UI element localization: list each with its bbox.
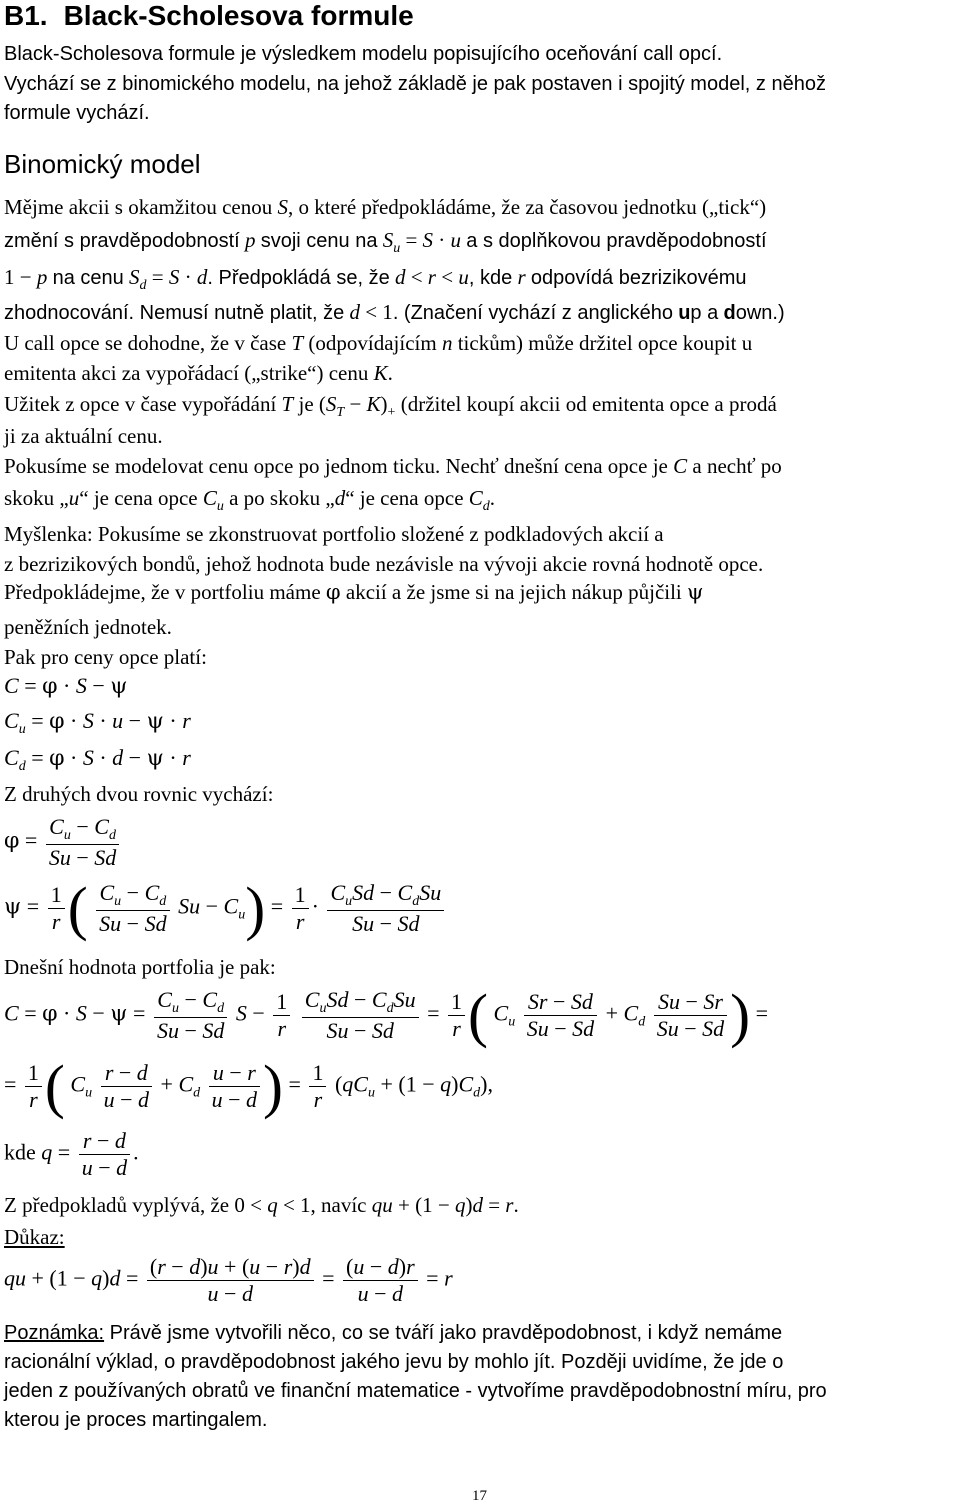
note-line: Poznámka: Právě jsme vytvořili něco, co se tváří jako pravděpodobnost, i když nemáme (4, 1322, 783, 1344)
paragraph-line: Pokusíme se modelovat cenu opce po jednom ticku. Nechť dnešní cena opce je C a nechť po (4, 454, 782, 478)
paragraph-line: skoku „u“ je cena opce $C_u$ a po skoku „d“ je cena opce $C_d$. (4, 486, 496, 514)
equation: C = φ · S − ψ (4, 673, 128, 699)
paragraph-line: Užitek z opce v čase vypořádání T je $(S_T - K)_+$ (držitel koupí akcii od emitenta opce a prodá (4, 392, 777, 420)
page-number: 17 (472, 1488, 487, 1504)
intro-line-3: formule vychází. (4, 102, 150, 124)
intro-line-2: Vychází se z binomického modelu, na jehož základě je pak postaven i spojitý model, z něhož (4, 73, 826, 95)
paragraph-line: změní s pravděpodobností p svoji cenu na $S_u = S \cdot u$ a s doplňkovou pravděpodobností (4, 228, 767, 256)
equation: $C_d = \varphi \cdot S \cdot d - \psi \cdot r$ (4, 745, 191, 774)
equation-portfolio: C = φ · S − ψ = $\frac{C_u - C_d}{Su - Sd}$ S − $\frac{1}{r}$ $\frac{C_uSd - C_dSu}{Su - Sd}$ = $\frac{1}{r}$ ( $C_u$ $\frac{Sr - Sd}{Su - Sd}$ + $C_d$ $\frac{Su - Sr}{Su - Sd}$ ) = (4, 982, 769, 1049)
paragraph-line: Z předpokladů vyplývá, že 0 < q < 1, navíc qu + (1 − q)d = r. (4, 1193, 519, 1217)
paragraph-line: 1 − p na cenu $S_d = S \cdot d$. Předpokládá se, že d < r < u, kde r odpovídá bezrizikovému (4, 265, 747, 293)
heading-title: Black-Scholesova formule (63, 0, 414, 31)
paragraph-line: Předpokládejme, že v portfoliu máme φ akcií a že jsme si na jejich nákup půjčili ψ (4, 580, 704, 604)
paragraph-line: Pak pro ceny opce platí: (4, 645, 207, 669)
paragraph-line: zhodnocování. Nemusí nutně platit, že d < 1. (Značení vychází z anglického up a down.) (4, 300, 785, 324)
paragraph-line: U call opce se dohodne, že v čase T (odpovídajícím n tickům) může držitel opce koupit u (4, 331, 753, 355)
note-line: kterou je proces martingalem. (4, 1409, 268, 1431)
note-line: jeden z používaných obratů ve finanční matematice - vytvoříme pravděpodobnostní míru, pro (4, 1380, 827, 1402)
paragraph-line: z bezrizikových bondů, jehož hodnota bude nezávisle na vývoji akcie rovná hodnotě opce. (4, 552, 764, 576)
equation-q: kde q = $\frac{r - d}{u - d}$ . (4, 1128, 139, 1180)
equation-portfolio-2: = $\frac{1}{r}$ ( $C_u$ $\frac{r - d}{u - d}$ + $C_d$ $\frac{u - r}{u - d}$ ) = $\frac{1}{r}$ $(qC_u + (1 - q)C_d)$, (4, 1053, 493, 1120)
paragraph-line: Mějme akcii s okamžitou cenou S, o které předpokládáme, že za časovou jednotku („tick“) (4, 195, 767, 219)
paragraph-line: emitenta akci za vypořádací („strike“) cenu K. (4, 361, 393, 385)
paragraph-line: peněžních jednotek. (4, 615, 172, 639)
heading-number: B1. (4, 0, 48, 31)
equation-psi: ψ = $\frac{1}{r}$ ( $\frac{C_u - C_d}{Su - Sd}$ $Su - C_u$) = $\frac{1}{r}$ · $\frac{C_uSd - C_dSu}{Su - Sd}$ (4, 880, 447, 937)
paragraph-line: Z druhých dvou rovnic vychází: (4, 782, 274, 806)
page-title (4, 0, 414, 32)
equation-proof: qu + (1 − q)d = $\frac{(r - d)u + (u - r)d}{u - d}$ = $\frac{(u - d)r}{u - d}$ = r (4, 1254, 453, 1306)
paragraph-line: ji za aktuální cenu. (4, 424, 163, 448)
note-label: Poznámka: (4, 1322, 105, 1344)
paragraph-line: Myšlenka: Pokusíme se zkonstruovat portfolio složené z podkladových akcií a (4, 522, 664, 546)
equation: $C_u = \varphi \cdot S \cdot u - \psi \cdot r$ (4, 708, 191, 737)
intro-line-1: Black-Scholesova formule je výsledkem modelu popisujícího oceňování call opcí. (4, 43, 723, 65)
equation-phi: φ = $\frac{C_u - C_d}{Su - Sd}$ (4, 814, 122, 871)
paragraph-line: Dnešní hodnota portfolia je pak: (4, 955, 276, 979)
section-title: Binomický model (4, 149, 201, 179)
proof-label: Důkaz: (4, 1225, 65, 1249)
note-line: racionální výklad, o pravděpodobnost jakého jevu by mohlo jít. Později uvidíme, že jde o (4, 1351, 784, 1373)
